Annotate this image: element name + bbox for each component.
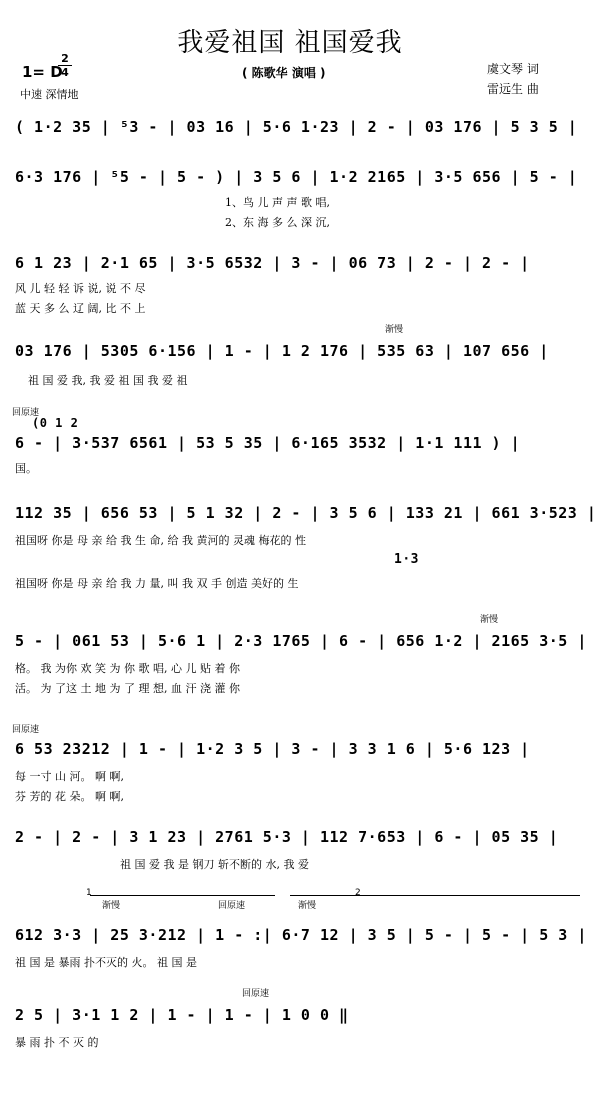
tempo-jianman-4: 渐慢 [298,901,317,911]
notation-row-4: 03 176 | 5305 6·156 | 1 - | 1 2 176 | 535 63 | 107 656 | [15,342,549,360]
notation-row-7: 5 - | 061 53 | 5·6 1 | 2·3 1765 | 6 - | 656 1·2 | 2165 3·5 | [15,632,587,650]
tempo-jianman-1: 渐慢 [385,325,404,335]
lyric-row-7-verse-1: 格。 我 为你 欢 笑 为 你 歌 唱, 心 儿 贴 着 你 [15,662,240,675]
volta-1-number: 1 [86,888,92,898]
notation-row-3: 6 1 23 | 2·1 65 | 3·5 6532 | 3 - | 06 73 | 2 - | 2 - | [15,254,530,272]
lyric-row-3-verse-2: 蓝 天 多 么 辽 阔, 比 不 上 [15,302,146,315]
lyric-row-10: 祖 国 是 暴雨 扑不灭的 火。 祖 国 是 [15,956,197,969]
tempo-huiyuansu-2: 回原速 [12,725,40,735]
key-signature: 1= D [22,63,63,81]
lyric-row-3-verse-1: 风 儿 轻 轻 诉 说, 说 不 尽 [15,282,146,295]
lyric-row-7-verse-2: 活。 为 了这 土 地 为 了 理 想, 血 汗 浇 灌 你 [15,682,240,695]
time-signature [58,53,72,78]
tempo-jianman-2: 渐慢 [480,615,499,625]
lyricist-credit: 虞文琴 词 [487,62,539,76]
song-title: 我爱祖国 祖国爱我 [177,28,403,58]
time-signature-top: 2 [61,52,69,65]
notation-row-6: 112 35 | 656 53 | 5 1 32 | 2 - | 3 5 6 | 133 21 | 661 3·523 | [15,504,597,522]
volta-2-number: 2 [355,888,361,898]
lyric-row-4: 祖 国 爱 我, 我 爱 祖 国 我 爱 祖 [28,374,188,387]
tempo-huiyuansu-4: 回原速 [242,989,270,999]
tempo-huiyuansu-3: 回原速 [218,901,246,911]
tempo-jianman-3: 渐慢 [102,901,121,911]
lyric-row-6-verse-1: 祖国呀 你是 母 亲 给 我 生 命, 给 我 黄河的 灵魂 梅花的 性 [15,534,306,547]
grace-notes-row-5: (0 1 2 [32,416,79,430]
notation-row-9: 2 - | 2 - | 3 1 23 | 2761 5·3 | 112 7·653 | 6 - | 05 35 | [15,828,559,846]
time-signature-bottom: 4 [61,66,69,79]
composer-credit: 雷远生 曲 [487,82,539,96]
lyric-row-5: 国。 [15,462,37,475]
notation-row-1: ( 1·2 35 | ⁵3 - | 03 16 | 5·6 1·23 | 2 - | 03 176 | 5 3 5 | [15,118,578,136]
lyric-row-8-verse-1: 每 一寸 山 河。 啊 啊, [15,770,124,783]
notation-row-5: 6 - | 3·537 6561 | 53 5 35 | 6·165 3532 | 1·1 111 ) | [15,434,521,452]
lyric-row-11: 暴 雨 扑 不 灭 的 [15,1036,99,1049]
notation-row-11: 2 5 | 3·1 1 2 | 1 - | 1 - | 1 0 0 ‖ [15,1006,349,1024]
lyric-row-2-verse-2: 2、东 海 多 么 深 沉, [225,216,330,229]
tempo-marking: 中速 深情地 [20,88,79,101]
lyric-row-2-verse-1: 1、鸟 儿 声 声 歌 唱, [225,196,330,209]
notation-row-2: 6·3 176 | ⁵5 - | 5 - ) | 3 5 6 | 1·2 2165 | 3·5 656 | 5 - | [15,168,578,186]
lyric-row-6-verse-2: 祖国呀 你是 母 亲 给 我 力 量, 叫 我 双 手 创造 美好的 生 [15,577,299,590]
tempo-huiyuansu-1: 回原速 [12,408,40,418]
notation-row-8: 6 53 23212 | 1 - | 1·2 3 5 | 3 - | 3 3 1 6 | 5·6 123 | [15,740,530,758]
lyric-row-9: 祖 国 爱 我 是 钢刀 斩不断的 水, 我 爱 [120,858,309,871]
alt-notes-row-6: 1·3 [394,552,419,567]
singer-credit: ( 陈歌华 演唱 ) [242,66,326,80]
notation-row-10: 612 3·3 | 25 3·212 | 1 - :| 6·7 12 | 3 5 | 5 - | 5 - | 5 3 | [15,926,587,944]
lyric-row-8-verse-2: 芬 芳的 花 朵。 啊 啊, [15,790,124,803]
